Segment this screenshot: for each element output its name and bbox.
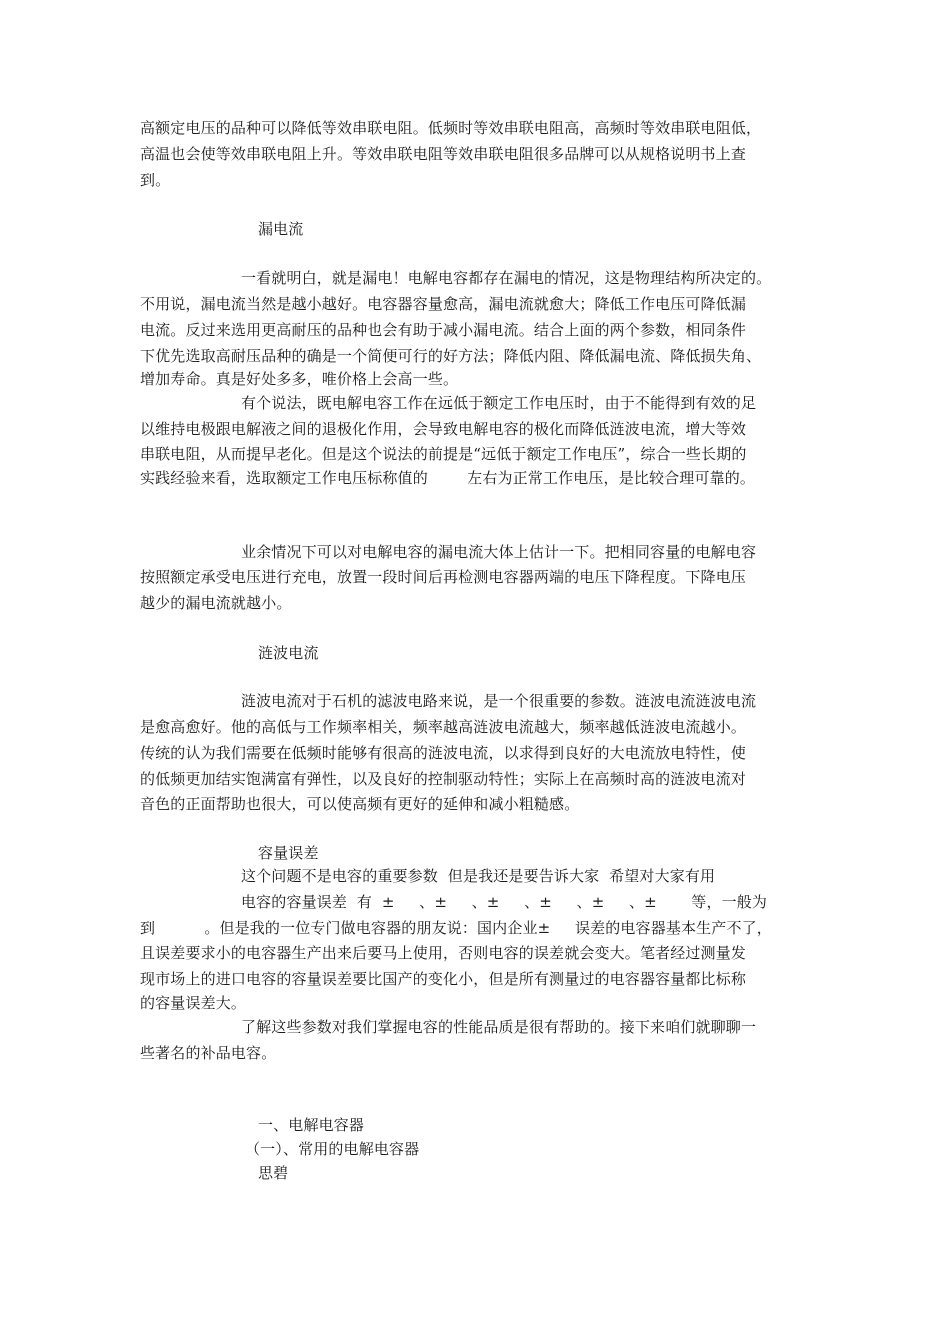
paragraph-line: 些著名的补品电容。 — [140, 1044, 277, 1062]
paragraph-line: 一看就明白，就是漏电！电解电容都存在漏电的情况，这是物理结构所决定的。 — [241, 269, 772, 287]
paragraph-line: 高温也会使等效串联电阻上升。等效串联电阻等效串联电阻很多品牌可以从规格说明书上查 — [140, 145, 747, 163]
paragraph-line: 的低频更加结实饱满富有弹性，以及良好的控制驱动特性；实际上在高频时高的涟波电流对 — [140, 770, 747, 788]
paragraph-line: 且误差要求小的电容器生产出来后要马上使用，否则电容的误差就会变大。笔者经过测量发 — [140, 944, 747, 962]
item-heading: 思碧 — [258, 1164, 289, 1182]
paragraph-line: 传统的认为我们需要在低频时能够有很高的涟波电流，以求得到良好的大电流放电特性，使 — [140, 744, 747, 762]
chapter-heading: 一、电解电容器 — [258, 1116, 365, 1134]
paragraph-line: 按照额定承受电压进行充电，放置一段时间后再检测电容器两端的电压下降程度。下降电压 — [140, 568, 747, 586]
section-heading: 涟波电流 — [258, 644, 319, 662]
paragraph-line: 高额定电压的品种可以降低等效串联电阻。低频时等效串联电阻高，高频时等效串联电阻低， — [140, 119, 762, 137]
paragraph-line: 有个说法，既电解电容工作在远低于额定工作电压时，由于不能得到有效的足 — [241, 394, 757, 412]
section-heading: 容量误差 — [258, 844, 319, 862]
paragraph-line: 涟波电流对于石机的滤波电路来说，是一个很重要的参数。涟波电流涟波电流 — [241, 692, 757, 710]
paragraph-line: 的容量误差大。 — [140, 994, 247, 1012]
paragraph-line: 电容的容量误差 有 ± 、± 、± 、± 、± 、± 等，一般为 — [241, 893, 768, 911]
paragraph-line: 不用说，漏电流当然是越小越好。电容器容量愈高，漏电流就愈大；降低工作电压可降低漏 — [140, 295, 747, 313]
paragraph-line: 了解这些参数对我们掌握电容的性能品质是很有帮助的。接下来咱们就聊聊一 — [241, 1018, 757, 1036]
paragraph-line: 这个问题不是电容的重要参数 但是我还是要告诉大家 希望对大家有用 — [241, 867, 716, 885]
paragraph-line: 是愈高愈好。他的高低与工作频率相关，频率越高涟波电流越大，频率越低涟波电流越小。 — [140, 718, 747, 736]
paragraph-line: 串联电阻，从而提早老化。但是这个说法的前提是“远低于额定工作电压”，综合一些长期的 — [140, 445, 747, 463]
paragraph-line: 音色的正面帮助也很大，可以使高频有更好的延伸和减小粗糙感。 — [140, 795, 580, 813]
subsection-heading: （一）、常用的电解电容器 — [245, 1140, 420, 1158]
section-heading: 漏电流 — [258, 220, 304, 238]
paragraph-line: 越少的漏电流就越小。 — [140, 594, 292, 612]
paragraph-line: 电流。反过来选用更高耐压的品种也会有助于减小漏电流。结合上面的两个参数，相同条件 — [140, 321, 747, 339]
paragraph-line: 现市场上的进口电容的容量误差要比国产的变化小，但是所有测量过的电容器容量都比标称 — [140, 970, 747, 988]
paragraph-line: 到。 — [140, 171, 171, 189]
paragraph-line: 以维持电极跟电解液之间的退极化作用，会导致电解电容的极化而降低涟波电流，增大等效 — [140, 420, 747, 438]
paragraph-line: 业余情况下可以对电解电容的漏电流大体上估计一下。把相同容量的电解电容 — [241, 543, 757, 561]
paragraph-line: 实践经验来看，选取额定工作电压标称值的 左右为正常工作电压，是比较合理可靠的。 — [140, 469, 756, 487]
paragraph-line: 到 。但是我的一位专门做电容器的朋友说：国内企业± 误差的电容器基本生产不了， — [140, 919, 772, 937]
paragraph-line: 下优先选取高耐压品种的确是一个简便可行的好方法；降低内阻、降低漏电流、降低损失角、 — [140, 347, 762, 365]
paragraph-line: 增加寿命。真是好处多多，唯价格上会高一些。 — [140, 370, 459, 388]
